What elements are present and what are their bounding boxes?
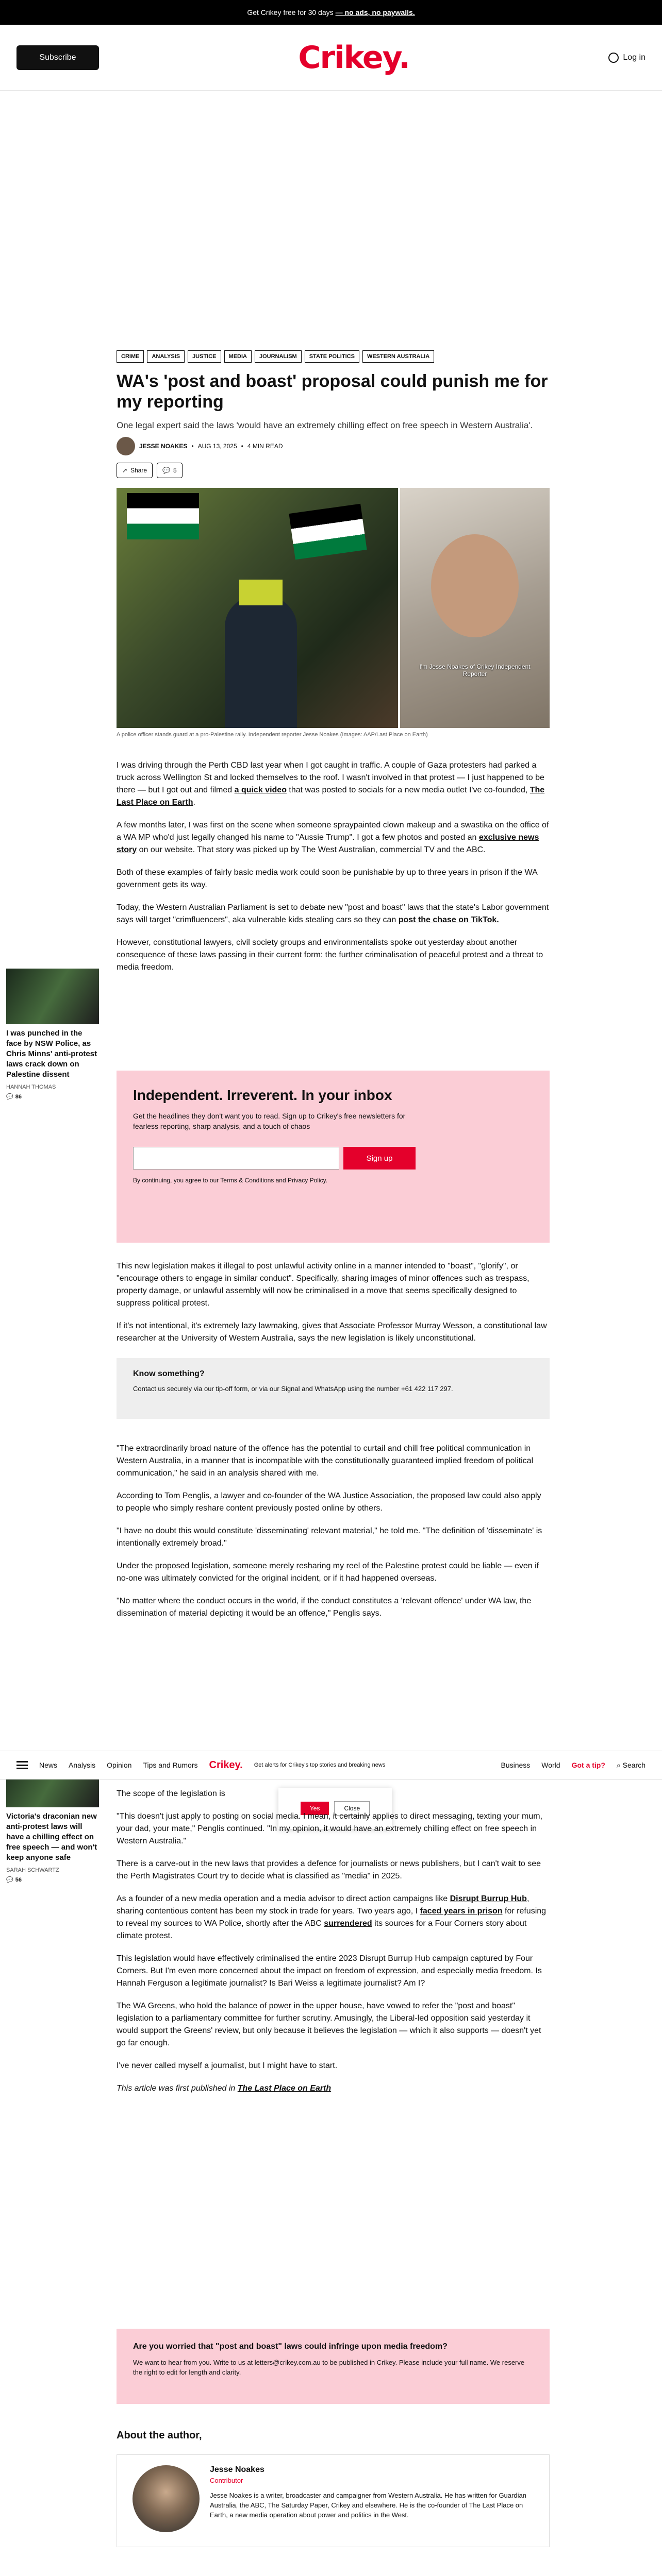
share-label: Share bbox=[130, 467, 147, 474]
related-article-author: HANNAH THOMAS bbox=[6, 1084, 56, 1090]
lpoe-link[interactable]: The Last Place on Earth bbox=[117, 786, 545, 807]
related-article-author: SARAH SCHWARTZ bbox=[6, 1867, 59, 1873]
letters-callout bbox=[117, 2329, 550, 2404]
paragraph: This legislation would have effectively criminalised the entire 2023 Disrupt Burrup Hub campaign captured by Four Corners. But I'm even more concerned about the impact on freedom of expression, and especially media freedom. Is Hannah Ferguson a legitimate journalist? Is Bari Weiss a legitimate journalist? Am I? bbox=[117, 1954, 542, 1988]
read-time: 4 MIN READ bbox=[247, 443, 283, 450]
tag[interactable]: JUSTICE bbox=[188, 350, 221, 363]
paragraph: The WA Greens, who hold the balance of power in the upper house, have vowed to refer the "post and boast" legislation to a parliamentary committee for further scrutiny. Amusingly, the Liberal-led opposition said yesterday it would support the Greens' review, but only because it believes the legislation — which it also supports — doesn't yet go far enough. bbox=[117, 2002, 541, 2047]
promo-link[interactable]: — no ads, no paywalls. bbox=[335, 8, 415, 16]
comment-icon: 💬 bbox=[6, 1094, 13, 1100]
paragraph: As a founder of a new media operation and a media advisor to direct action campaigns like Disrupt Burrup Hub, sharing contentious content has been my stock in trade for years. Two years ago, I faced years in prison for refusing to reveal my sources to WA Police, shortly after the ABC surrendered its sources for a Four Corners story about climate protest. bbox=[117, 1894, 547, 1940]
comment-icon: 💬 bbox=[6, 1877, 13, 1883]
newsletter-text: Get the headlines they don't want you to read. Sign up to Crikey's free newsletters for fearless reporting, sharp analysis, and a touch of chaos bbox=[133, 1112, 406, 1130]
tag[interactable]: MEDIA bbox=[224, 350, 252, 363]
login-label: Log in bbox=[623, 53, 646, 62]
related-article-comments: 💬 56 bbox=[6, 1876, 22, 1883]
alerts-prompt: Get alerts for Crikey's top stories and breaking news bbox=[254, 1762, 386, 1768]
share-button[interactable] bbox=[117, 463, 153, 478]
author-name[interactable]: Jesse Noakes bbox=[210, 2465, 264, 2474]
related-article-card[interactable] bbox=[6, 969, 99, 1100]
reporter-caption-overlay: I'm Jesse Noakes of Crikey Independent Reporter bbox=[419, 663, 531, 677]
author-photo bbox=[133, 2465, 200, 2532]
tag[interactable]: JOURNALISM bbox=[255, 350, 302, 363]
paragraph: "I have no doubt this would constitute 'disseminating' relevant material," he told me. "The definition of 'disseminate' is intentionally extremely broad." bbox=[117, 1527, 542, 1548]
author-card bbox=[117, 2454, 550, 2547]
paragraph: A few months later, I was first on the scene when someone spraypainted clown makeup and a swastika on the office of a WA MP who'd just legally changed his name to "Aussie Trump". I got a few photos and posted an exclusive news story on our website. That story was picked up by The West Australian, commercial TV and the ABC. bbox=[117, 821, 549, 854]
newsletter-title: Independent. Irreverent. In your inbox bbox=[133, 1087, 392, 1103]
paragraph: This new legislation makes it illegal to post unlawful activity online in a manner intended to "boast", "glorify", or "encourage others to engage in similar conduct". Specifically, sharing images of minor offences such as trespass, property damage, or unlawful assembly will now be criminalised in a move that seems specifically designed to suppress political protest. bbox=[117, 1262, 529, 1308]
article-body bbox=[117, 1788, 550, 2105]
nav-business[interactable]: Business bbox=[501, 1761, 531, 1769]
related-article-comments: 💬 86 bbox=[6, 1093, 22, 1100]
article-body bbox=[117, 1443, 550, 1630]
crikey-logo[interactable]: Crikey. bbox=[298, 39, 409, 76]
share-row bbox=[117, 463, 550, 478]
hero-image-reporter bbox=[400, 488, 550, 728]
dbh-link[interactable]: Disrupt Burrup Hub bbox=[450, 1894, 527, 1903]
related-article-image bbox=[6, 969, 99, 1024]
newsletter-signup bbox=[117, 1071, 550, 1243]
paragraph: There is a carve-out in the new laws that provides a defence for journalists or news publishers, but I can't wait to see the Perth Magistrates Court try to decide what is classified as "media" in 2025. bbox=[117, 1859, 541, 1880]
letters-title: Are you worried that "post and boast" laws could infringe upon media freedom? bbox=[133, 2342, 448, 2351]
menu-icon[interactable] bbox=[16, 1761, 28, 1769]
tipoff-title: Know something? bbox=[133, 1369, 205, 1378]
article-body bbox=[117, 759, 550, 984]
palestine-flag-image bbox=[289, 504, 367, 560]
comment-count: 5 bbox=[173, 467, 177, 474]
article-standfirst: One legal expert said the laws 'would have an extremely chilling effect on free speech in Western Australia'. bbox=[117, 420, 533, 430]
article-header bbox=[117, 350, 550, 478]
paragraph: Both of these examples of fairly basic media work could soon be punishable by up to three years in prison if the WA government gets its way. bbox=[117, 868, 537, 889]
author-role: Contributor bbox=[210, 2477, 243, 2484]
police-officer-image bbox=[225, 596, 297, 728]
author-link[interactable]: JESSE NOAKES bbox=[139, 443, 188, 450]
paragraph: Today, the Western Australian Parliament is set to debate new "post and boast" laws that the state's Labor government says will target "crimfluencers", aka vulnerable kids stealing cars so they can post the chase on TikTok. bbox=[117, 903, 549, 924]
comments-button[interactable] bbox=[157, 463, 183, 478]
paragraph: "No matter where the conduct occurs in the world, if the conduct constitutes a 'relevant offence' under WA law, the dissemination of material depicting it would be an offence," Penglis says. bbox=[117, 1597, 532, 1618]
paragraph: However, constitutional lawyers, civil society groups and environmentalists spoke out yesterday about another consequence of these laws passing in their current form: the further criminalisation of peaceful protest and a threat to media freedom. bbox=[117, 938, 543, 972]
nav-analysis[interactable]: Analysis bbox=[69, 1761, 96, 1769]
alerts-close-button[interactable]: Close bbox=[334, 1801, 370, 1816]
byline: JESSE NOAKES • AUG 13, 2025 • 4 MIN READ bbox=[117, 437, 550, 455]
tiktok-link[interactable]: post the chase on TikTok. bbox=[398, 916, 499, 924]
paragraph: This article was first published in The Last Place on Earth bbox=[117, 2084, 332, 2093]
user-icon bbox=[608, 53, 619, 63]
sticky-nav bbox=[0, 1751, 662, 1780]
promo-text: Get Crikey free for 30 days bbox=[247, 8, 334, 16]
prison-link[interactable]: faced years in prison bbox=[420, 1907, 503, 1916]
tag[interactable]: CRIME bbox=[117, 350, 144, 363]
tag[interactable]: ANALYSIS bbox=[147, 350, 185, 363]
masthead bbox=[0, 25, 662, 91]
surrendered-link[interactable]: surrendered bbox=[324, 1919, 372, 1928]
hero-image bbox=[117, 488, 550, 728]
alerts-yes-button[interactable]: Yes bbox=[301, 1802, 329, 1815]
tipoff-text[interactable]: Contact us securely via our tip-off form, or via our Signal and WhatsApp using the number +61 422 117 297. bbox=[133, 1385, 453, 1393]
nav-opinion[interactable]: Opinion bbox=[107, 1761, 132, 1769]
image-caption: A police officer stands guard at a pro-Palestine rally. Independent reporter Jesse Noakes (Images: AAP/Last Place on Earth) bbox=[117, 732, 428, 738]
reporter-face-image bbox=[431, 534, 519, 637]
paragraph: If it's not intentional, it's extremely lazy lawmaking, gives that Associate Professor Murray Wesson, a constitutional law researcher at the University of Western Australia, says the new legislation is likely unconstitutional. bbox=[117, 1321, 547, 1343]
nav-tips[interactable]: Tips and Rumors bbox=[143, 1761, 198, 1769]
related-article-title[interactable]: I was punched in the face by NSW Police, as Chris Minns' anti-protest laws crack down on Palestine dissent bbox=[6, 1029, 97, 1079]
tipoff-box bbox=[117, 1358, 550, 1419]
avatar bbox=[117, 437, 135, 455]
hero-image-police bbox=[117, 488, 398, 728]
tag[interactable]: WESTERN AUSTRALIA bbox=[362, 350, 434, 363]
article-body bbox=[117, 1260, 550, 1355]
article-title: WA's 'post and boast' proposal could punish me for my reporting bbox=[117, 371, 548, 412]
login-link[interactable] bbox=[608, 53, 646, 63]
paragraph: "The extraordinarily broad nature of the offence has the potential to curtail and chill free political communication in Western Australia, in a manner that is incompatible with the constitutionally guaranteed implied freedom of political communication," he said in an analysis shared with me. bbox=[117, 1444, 534, 1478]
promo-banner[interactable] bbox=[0, 0, 662, 25]
tip-button[interactable]: Got a tip? bbox=[571, 1761, 605, 1769]
paragraph: I've never called myself a journalist, but I might have to start. bbox=[117, 2061, 338, 2070]
tag[interactable]: STATE POLITICS bbox=[305, 350, 359, 363]
paragraph: I was driving through the Perth CBD last year when I got caught in traffic. A couple of Gaza protesters had parked a truck across Wellington St and locked themselves to the roof. I wasn't involved in that protest — I just happened to be there — but I got out and filmed a quick video that was posted to socials for a new media outlet I've co-founded, The Last Place on Earth. bbox=[117, 761, 545, 807]
related-article-title[interactable]: Victoria's draconian new anti-protest laws will have a chilling effect on free speech — and won't keep anyone safe bbox=[6, 1812, 97, 1862]
article-date: AUG 13, 2025 bbox=[197, 443, 237, 450]
video-link[interactable]: a quick video bbox=[234, 786, 287, 794]
author-bio: Jesse Noakes is a writer, broadcaster and campaigner from Western Australia. He has written for Guardian Australia, the ABC, The Saturday Paper, Crikey and elsewhere. He is the co-founder of The Last Place on Earth, a new media operation about power and politics in the West. bbox=[210, 2492, 526, 2519]
subscribe-button[interactable]: Subscribe bbox=[16, 45, 99, 70]
paragraph: Under the proposed legislation, someone merely resharing my reel of the Palestine protest could be liable — even if no-one was ultimately convicted for the original incident, or if it had happened overseas. bbox=[117, 1562, 539, 1583]
paragraph: According to Tom Penglis, a lawyer and co-founder of the WA Justice Association, the proposed law could also apply to people who simply reshare content previously posted online by others. bbox=[117, 1492, 541, 1513]
lpoe-link[interactable]: The Last Place on Earth bbox=[237, 2084, 332, 2093]
comment-icon: 💬 bbox=[162, 467, 171, 474]
newsletter-terms: By continuing, you agree to our Terms & Conditions and Privacy Policy. bbox=[133, 1177, 328, 1184]
nav-world[interactable]: World bbox=[541, 1761, 560, 1769]
paragraph: "This doesn't just apply to posting on social media. I mean, it certainly applies to direct messaging, texting your mum, your dad, your mate," Penglis continued. "In my opinion, it would have an extremely chilling effect on free speech in Western Australia." bbox=[117, 1812, 543, 1845]
paragraph: The scope of the legislation is bbox=[117, 1789, 225, 1798]
nav-news[interactable]: News bbox=[39, 1761, 58, 1769]
palestine-flag-image bbox=[127, 493, 199, 539]
signup-button[interactable]: Sign up bbox=[343, 1147, 416, 1170]
search-button[interactable]: ⌕ Search bbox=[616, 1760, 646, 1769]
tag-list bbox=[117, 350, 550, 363]
news-story-link[interactable]: exclusive news story bbox=[117, 833, 539, 854]
email-field[interactable] bbox=[133, 1147, 339, 1170]
letters-text[interactable]: We want to hear from you. Write to us at letters@crikey.com.au to be published in Crikey. Please include your full name. We reserve the right to edit for length and clarity. bbox=[133, 2359, 525, 2376]
about-heading: About the author, bbox=[117, 2430, 202, 2441]
share-icon: ↗ bbox=[122, 467, 128, 474]
crikey-logo[interactable]: Crikey. bbox=[209, 1759, 243, 1771]
police-vest-image bbox=[239, 580, 283, 605]
